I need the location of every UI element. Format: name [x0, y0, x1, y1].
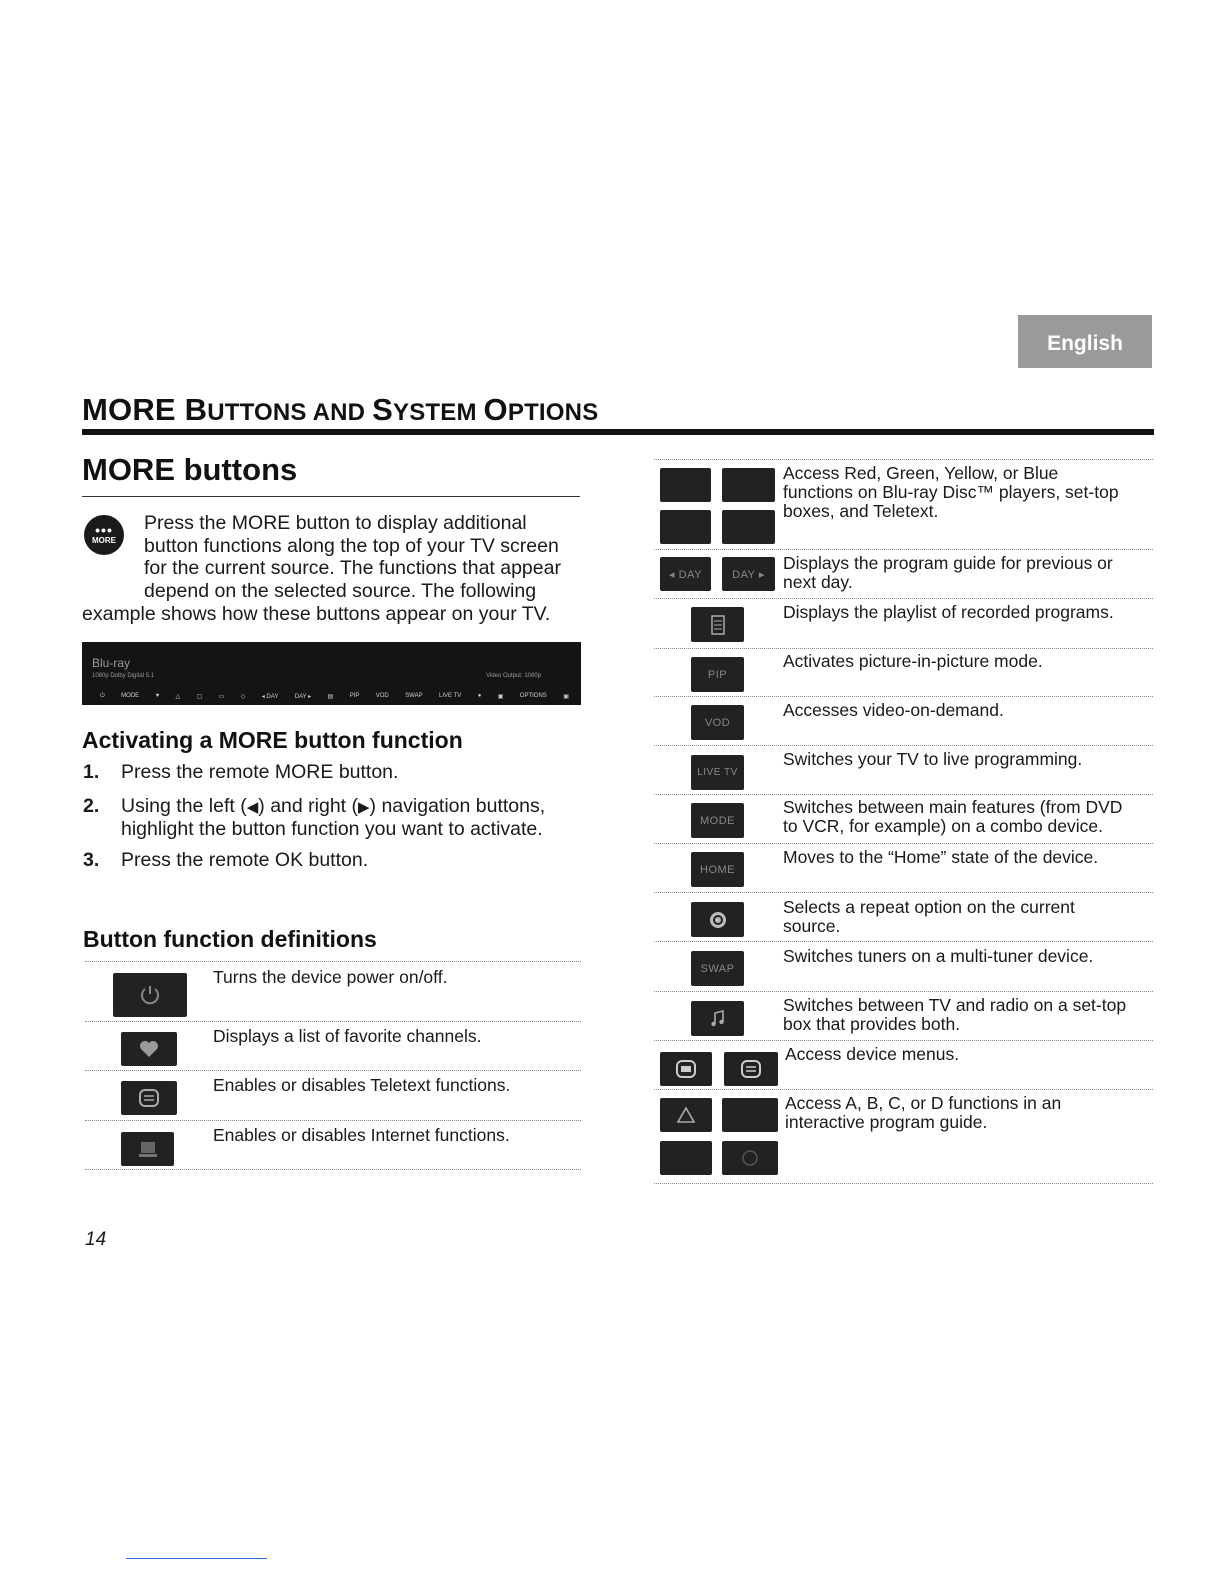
language-tab: English — [1018, 315, 1152, 368]
tv-bar-item: ▤ — [327, 693, 334, 700]
swap-icon: SWAP — [691, 951, 744, 986]
definition-text: Access Red, Green, Yellow, or Blue — [783, 463, 1059, 483]
definition-text: next day. — [783, 572, 853, 592]
pip-icon: PIP — [691, 657, 744, 692]
day-forward-icon: DAY ▸ — [722, 557, 775, 591]
row-divider — [85, 1169, 581, 1170]
b-icon — [722, 1098, 778, 1132]
tv-bar-item: ♥ — [155, 693, 160, 699]
row-divider — [654, 941, 1153, 942]
definition-text: Selects a repeat option on the current — [783, 897, 1075, 917]
tv-bar-item: ◇ — [240, 693, 246, 700]
green-button-icon — [722, 468, 775, 502]
activating-heading: Activating a MORE button function — [82, 727, 463, 753]
bottom-underline — [126, 1558, 267, 1559]
tv-bar-meta: 1080p Dolby Digital 5.1 — [92, 673, 155, 679]
step-number: 2. — [83, 795, 100, 817]
power-icon — [113, 973, 187, 1017]
row-divider — [654, 549, 1153, 550]
definition-text: Switches between main features (from DVD — [783, 797, 1123, 817]
heart-icon — [121, 1032, 177, 1066]
intro-line-3: for the current source. The functions that appear — [144, 557, 561, 579]
definition-text: interactive program guide. — [785, 1112, 988, 1132]
definition-text: Access A, B, C, or D functions in an — [785, 1093, 1062, 1113]
definition-text: Switches your TV to live programming. — [783, 749, 1083, 769]
definition-text: box that provides both. — [783, 1014, 961, 1034]
definition-text: Turns the device power on/off. — [213, 967, 448, 987]
home-icon: HOME — [691, 852, 744, 887]
d-icon — [722, 1141, 778, 1175]
internet-icon — [121, 1132, 174, 1166]
repeat-icon — [691, 902, 744, 937]
more-button-icon: ••• MORE — [84, 515, 124, 555]
tv-bar-item: ⏻ — [100, 692, 105, 699]
row-divider — [654, 1089, 1153, 1090]
definition-text: Displays the playlist of recorded programs. — [783, 602, 1114, 622]
tv-bar-item: △ — [175, 693, 181, 700]
definition-text: Enables or disables Internet functions. — [213, 1125, 510, 1145]
left-arrow-icon: ◀ — [246, 799, 259, 816]
step-number: 1. — [83, 761, 100, 783]
row-divider — [654, 1040, 1153, 1041]
tv-bar-item: ◂ DAY — [261, 693, 279, 700]
section-title: MORE BUTTONS AND SYSTEM OPTIONS — [82, 392, 599, 427]
definition-text: source. — [783, 916, 841, 936]
tv-bar-item: ● — [477, 693, 482, 699]
tv-bar-item: ▢ — [196, 693, 203, 700]
row-divider — [85, 1021, 581, 1022]
definition-text: Accesses video-on-demand. — [783, 700, 1004, 720]
title-divider — [82, 429, 1154, 435]
tv-radio-icon — [691, 1001, 744, 1036]
page-number: 14 — [85, 1229, 107, 1250]
step-text: Using the left (◀) and right (▶) navigation buttons, — [121, 795, 546, 817]
intro-line-5: example shows how these buttons appear on your TV. — [82, 603, 551, 625]
step-text: Press the remote OK button. — [121, 849, 369, 871]
row-divider — [654, 892, 1153, 893]
definition-text: Displays the program guide for previous or — [783, 553, 1113, 573]
row-divider — [654, 459, 1153, 460]
c-icon — [660, 1141, 712, 1175]
definition-text: boxes, and Teletext. — [783, 501, 939, 521]
definition-text: Enables or disables Teletext functions. — [213, 1075, 511, 1095]
red-button-icon — [660, 468, 711, 502]
intro-line-2: button functions along the top of your TV screen — [144, 535, 559, 557]
tv-bar-item: DAY ▸ — [294, 693, 312, 700]
yellow-button-icon — [660, 510, 711, 544]
right-arrow-icon: ▶ — [358, 799, 370, 816]
definition-text: Access device menus. — [785, 1044, 960, 1064]
teletext-icon — [121, 1081, 177, 1115]
tv-bar-item: OPTIONS — [519, 693, 547, 699]
menu-icon-2 — [724, 1052, 778, 1086]
step-number: 3. — [83, 849, 100, 871]
tv-bar-item: SWAP — [405, 693, 423, 699]
subsection-divider — [82, 496, 580, 497]
tv-bar-item: ▭ — [218, 693, 225, 700]
definition-text: functions on Blu-ray Disc™ players, set-top — [783, 482, 1119, 502]
row-divider — [85, 961, 581, 962]
tv-more-bar-example — [82, 642, 581, 705]
mode-icon: MODE — [691, 803, 744, 838]
tv-bar-source: Blu-ray — [92, 656, 131, 670]
tv-bar-buttons — [100, 689, 569, 703]
blue-button-icon — [722, 510, 775, 544]
row-divider — [85, 1070, 581, 1071]
step-text: Press the remote MORE button. — [121, 761, 399, 783]
row-divider — [85, 1120, 581, 1121]
a-icon — [660, 1098, 712, 1132]
tv-bar-item: PIP — [349, 693, 360, 699]
row-divider — [654, 1183, 1153, 1184]
tv-bar-item: LIVE TV — [439, 693, 462, 699]
intro-line-4: depend on the selected source. The following — [144, 580, 537, 602]
tv-bar-item: MODE — [121, 693, 140, 699]
row-divider — [654, 991, 1153, 992]
definition-text: Switches tuners on a multi-tuner device. — [783, 946, 1094, 966]
definition-text: Switches between TV and radio on a set-top — [783, 995, 1127, 1015]
live-tv-icon: LIVE TV — [691, 755, 744, 790]
definition-text: to VCR, for example) on a combo device. — [783, 816, 1104, 836]
tv-bar-item: ▣ — [563, 693, 569, 700]
menu-icon — [660, 1052, 712, 1086]
step-text-continued: highlight the button function you want to activate. — [121, 818, 543, 840]
playlist-icon — [691, 607, 744, 642]
tv-bar-item: VOD — [375, 693, 389, 699]
row-divider — [654, 745, 1153, 746]
vod-icon: VOD — [691, 705, 744, 740]
tv-bar-video-output: Video Output: 1080p — [486, 673, 541, 679]
row-divider — [654, 794, 1153, 795]
subsection-title: MORE buttons — [82, 452, 298, 487]
row-divider — [654, 843, 1153, 844]
definitions-heading: Button function definitions — [83, 926, 377, 952]
row-divider — [654, 598, 1153, 599]
intro-line-1: Press the MORE button to display additional — [144, 512, 527, 534]
day-back-icon: ◂ DAY — [660, 557, 711, 591]
tv-bar-item: ▣ — [497, 693, 504, 700]
definition-text: Activates picture-in-picture mode. — [783, 651, 1043, 671]
definition-text: Moves to the “Home” state of the device. — [783, 847, 1099, 867]
row-divider — [654, 696, 1153, 697]
definition-text: Displays a list of favorite channels. — [213, 1026, 482, 1046]
row-divider — [654, 648, 1153, 649]
